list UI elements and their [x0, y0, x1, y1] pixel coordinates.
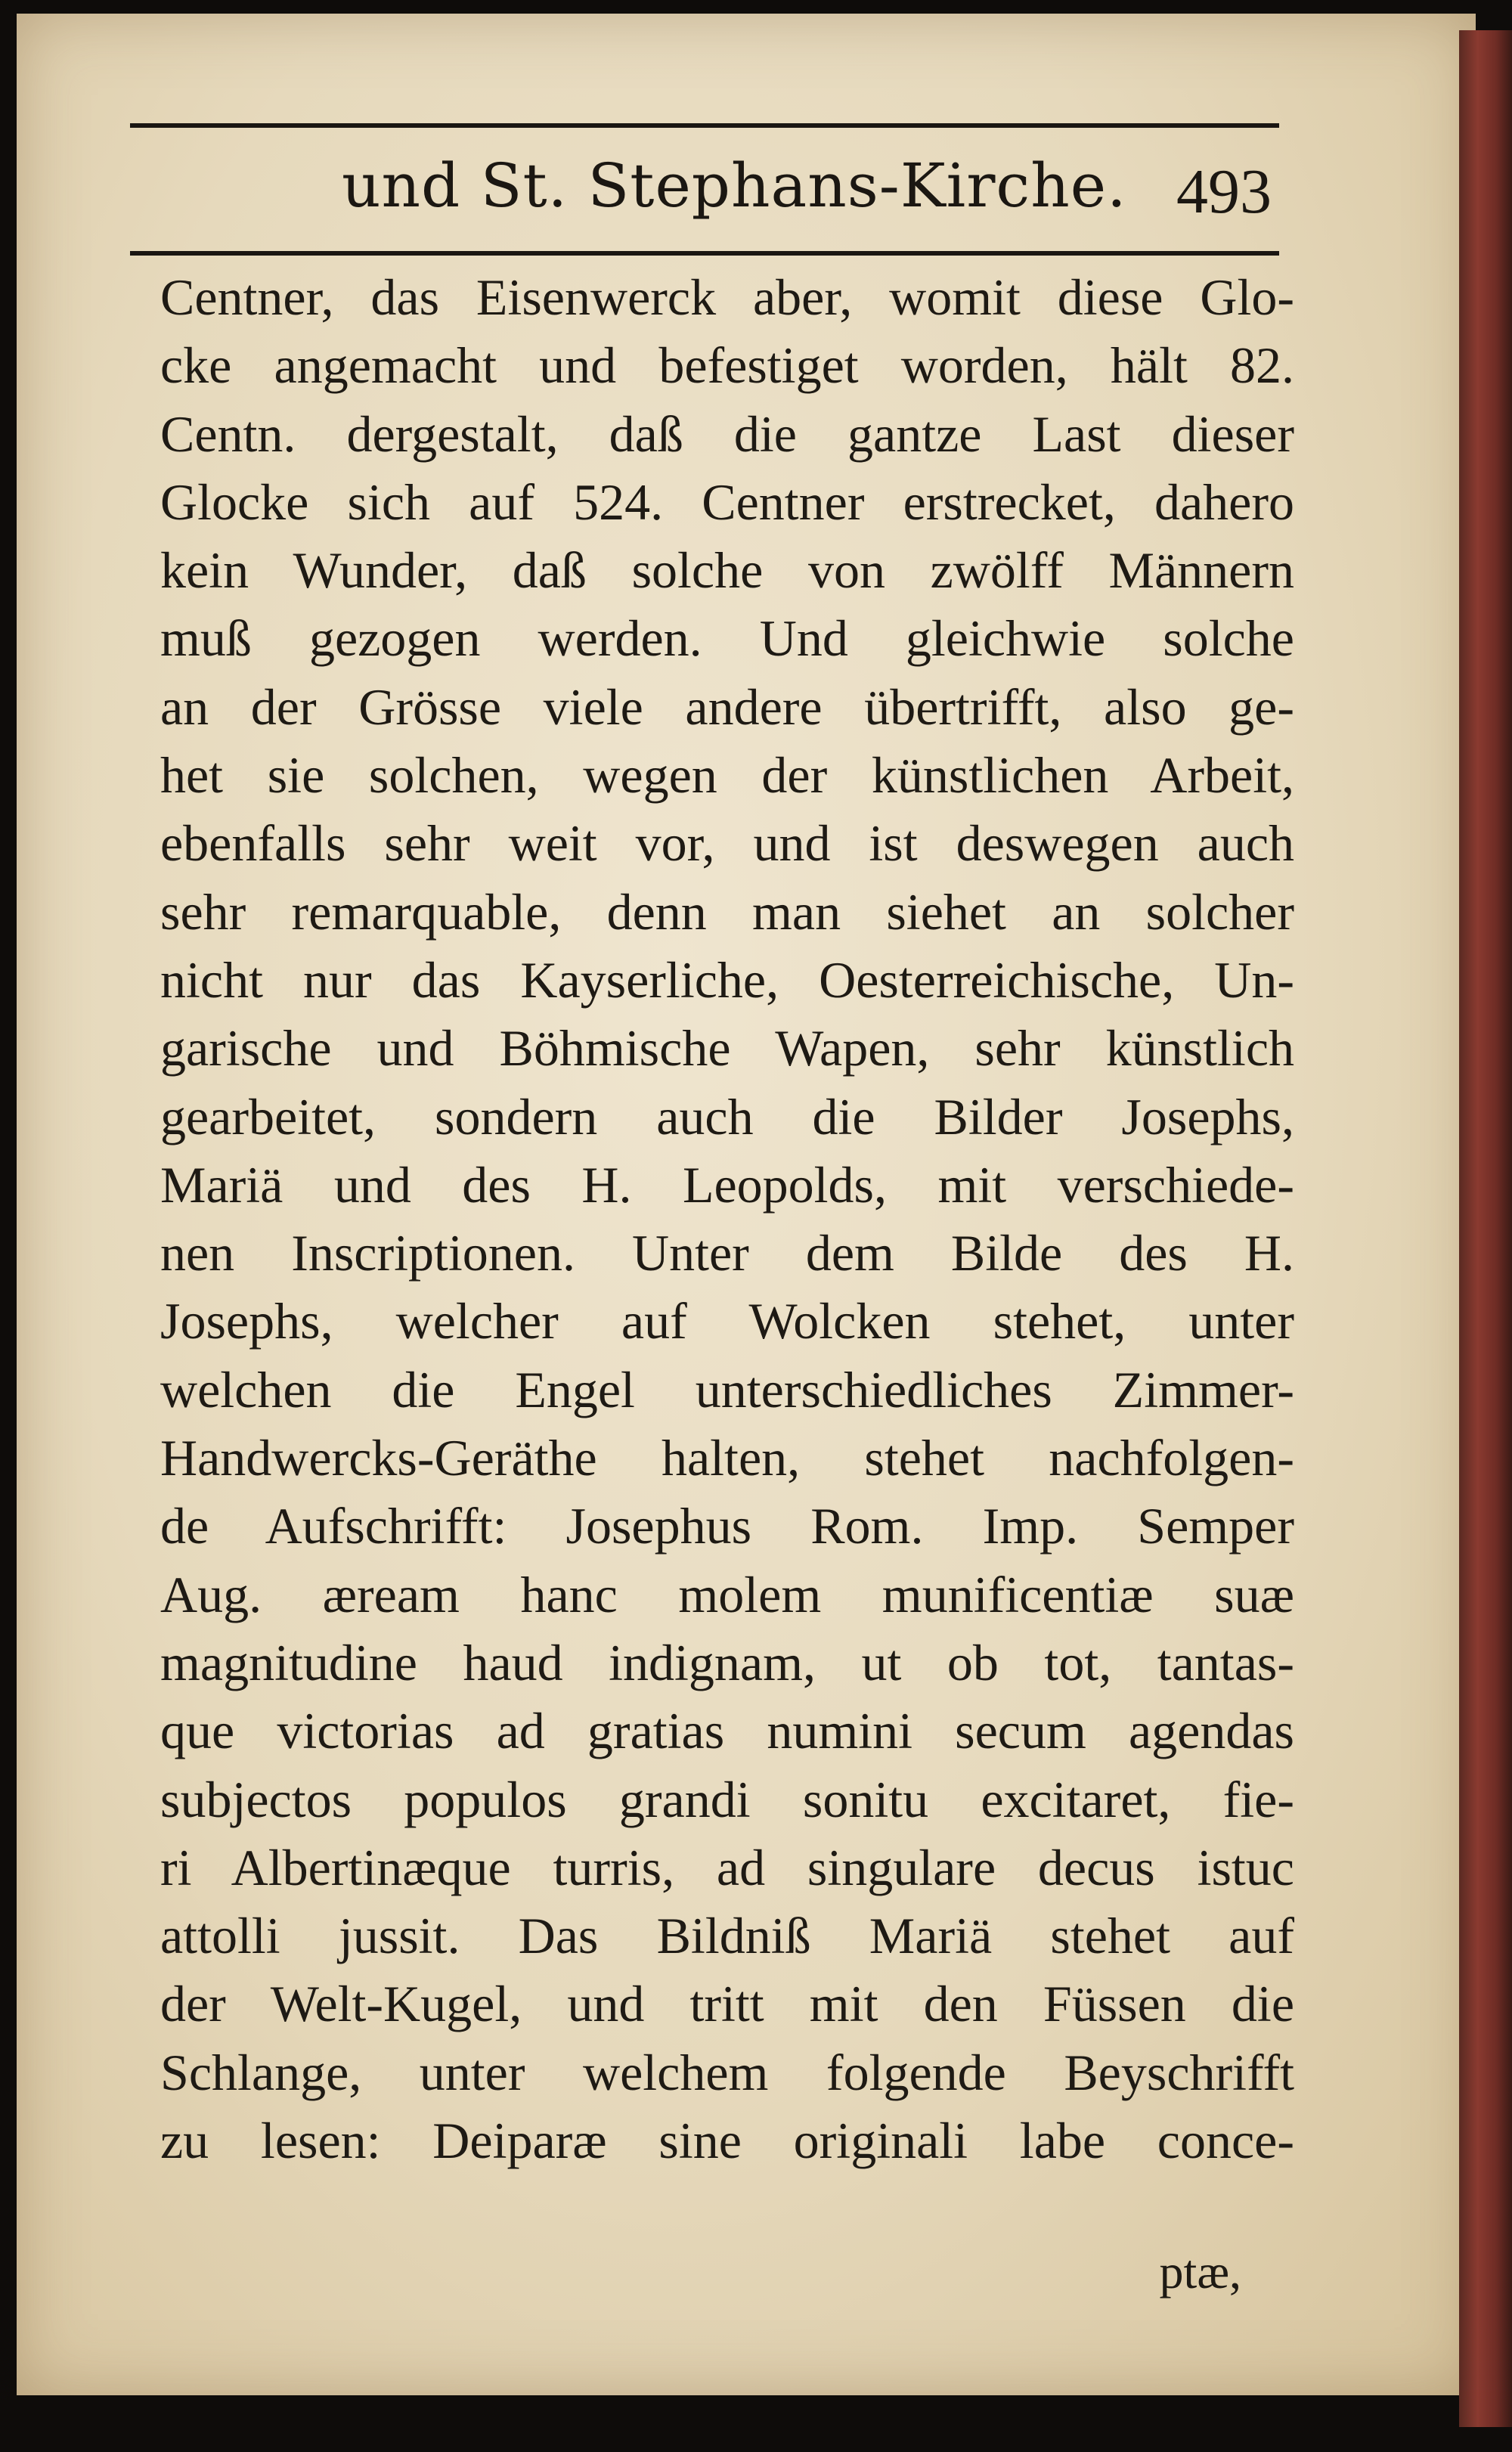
catchword: ptæ, — [1159, 2245, 1241, 2299]
text-line: Handwercks-Geräthe halten, stehet nachfolgen- — [160, 1429, 1294, 1487]
text-line: Mariä und des H. Leopolds, mit verschiede- — [160, 1155, 1294, 1214]
text-line: de Aufschrifft: Josephus Rom. Imp. Semper — [160, 1497, 1294, 1555]
page-header — [130, 123, 1279, 256]
text-line: muß gezogen werden. Und gleichwie solche — [160, 609, 1294, 668]
text-line: Josephs, welcher auf Wolcken stehet, unter — [160, 1292, 1294, 1350]
text-line: an der Grösse viele andere übertrifft, also ge- — [160, 677, 1294, 736]
text-line: attolli jussit. Das Bildniß Mariä stehet auf — [160, 1907, 1294, 1965]
text-line: Aug. æream hanc molem munificentiæ suæ — [160, 1565, 1294, 1623]
text-line: welchen die Engel unterschiedliches Zimmer- — [160, 1360, 1294, 1418]
book-page — [17, 14, 1476, 2395]
page-number: 493 — [1176, 157, 1272, 227]
text-line: Centner, das Eisenwerck aber, womit diese Glo- — [160, 268, 1294, 326]
text-line: het sie solchen, wegen der künstlichen Arbeit, — [160, 746, 1294, 804]
text-line: gearbeitet, sondern auch die Bilder Josephs, — [160, 1087, 1294, 1145]
text-line: subjectos populos grandi sonitu excitaret, fie- — [160, 1770, 1294, 1828]
text-line: garische und Böhmische Wapen, sehr künstlich — [160, 1019, 1294, 1077]
text-line: zu lesen: Deiparæ sine originali labe conce- — [160, 2112, 1294, 2170]
book-fore-edge — [1459, 30, 1512, 2427]
text-line: Schlange, unter welchem folgende Beyschrifft — [160, 2043, 1294, 2101]
text-line: der Welt-Kugel, und tritt mit den Füssen die — [160, 1975, 1294, 2033]
body-text — [160, 263, 1294, 2175]
text-line: Glocke sich auf 524. Centner erstrecket, dahero — [160, 473, 1294, 531]
text-line: sehr remarquable, denn man siehet an solcher — [160, 882, 1294, 941]
text-line: que victorias ad gratias numini secum agendas — [160, 1702, 1294, 1760]
text-line: cke angemacht und befestiget worden, hält 82. — [160, 336, 1294, 395]
text-line: magnitudine haud indignam, ut ob tot, tantas- — [160, 1633, 1294, 1691]
text-line: nicht nur das Kayserliche, Oesterreichische, Un- — [160, 950, 1294, 1009]
text-line: kein Wunder, daß solche von zwölff Männern — [160, 541, 1294, 600]
text-line: ebenfalls sehr weit vor, und ist deswegen auch — [160, 814, 1294, 873]
text-line: Centn. dergestalt, daß die gantze Last dieser — [160, 405, 1294, 463]
text-line: ri Albertinæque turris, ad singulare decus istuc — [160, 1838, 1294, 1896]
text-line: nen Inscriptionen. Unter dem Bilde des H. — [160, 1224, 1294, 1282]
running-title: und St. Stephans-Kirche. — [342, 150, 1127, 221]
